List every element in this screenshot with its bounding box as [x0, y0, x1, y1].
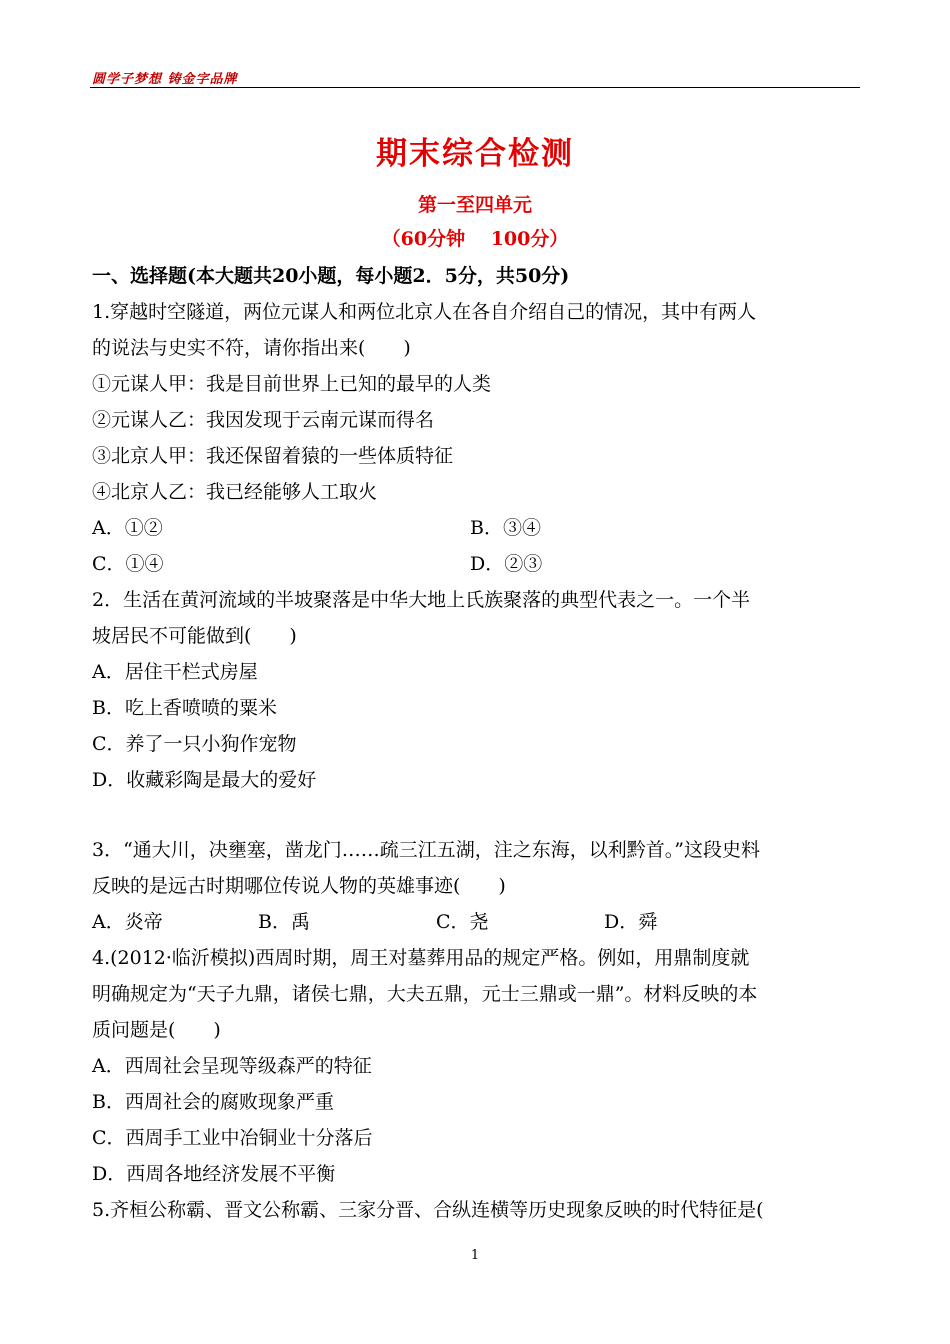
question-5: [92, 1192, 862, 1228]
statement: ②元谋人乙：我因发现于云南元谋而得名: [92, 409, 435, 431]
option-c: C．西周手工业中冶铜业十分落后: [92, 1127, 373, 1149]
question-stem: 3．“通大川，决壅塞，凿龙门……疏三江五湖，注之东海，以利黔首。”这段史料: [92, 839, 761, 861]
option-c: C．①④: [92, 553, 164, 575]
time-score: （60分钟 100分）: [381, 228, 569, 250]
option-a: A．炎帝: [92, 911, 163, 933]
statement: ③北京人甲：我还保留着猿的一些体质特征: [92, 445, 454, 467]
option-a: A．西周社会呈现等级森严的特征: [92, 1055, 372, 1077]
option-c: C．尧: [436, 911, 489, 933]
question-stem: 明确规定为“天子九鼎，诸侯七鼎，大夫五鼎，元士三鼎或一鼎”。材料反映的本: [92, 983, 758, 1005]
statement: ④北京人乙：我已经能够人工取火: [92, 481, 378, 503]
option-d: D．②③: [470, 553, 543, 575]
question-stem: 反映的是远古时期哪位传说人物的英雄事迹( ): [92, 875, 506, 897]
option-b: B．西周社会的腐败现象严重: [92, 1091, 334, 1113]
question-stem: 5.齐桓公称霸、晋文公称霸、三家分晋、合纵连横等历史现象反映的时代特征是(: [92, 1199, 764, 1221]
question-stem: 4.(2012·临沂模拟)西周时期，周王对墓葬用品的规定严格。例如，用鼎制度就: [92, 947, 750, 969]
statement: ①元谋人甲：我是目前世界上已知的最早的人类: [92, 373, 492, 395]
option-a: A．①②: [92, 517, 163, 539]
exam-content: [92, 258, 862, 1228]
header-slogan: 圆学子梦想 铸金字品牌: [92, 72, 238, 87]
question-stem: 质问题是( ): [92, 1019, 221, 1041]
section-heading: 一、选择题(本大题共20小题，每小题2．5分，共50分): [92, 265, 570, 287]
question-3: [92, 832, 862, 940]
option-b: B．③④: [470, 517, 541, 539]
question-stem: 坡居民不可能做到( ): [92, 625, 297, 647]
question-2: [92, 582, 862, 798]
option-b: B．禹: [258, 911, 310, 933]
option-d: D．舜: [604, 911, 658, 933]
option-b: B．吃上香喷喷的粟米: [92, 697, 277, 719]
options-row: [92, 546, 862, 582]
question-4: [92, 940, 862, 1192]
question-stem: 的说法与史实不符，请你指出来( ): [92, 337, 411, 359]
page-number: 1: [470, 1248, 480, 1263]
options-row: [92, 904, 862, 940]
question-stem: 1.穿越时空隧道，两位元谋人和两位北京人在各自介绍自己的情况，其中有两人: [92, 301, 757, 323]
options-row: [92, 510, 862, 546]
option-c: C．养了一只小狗作宠物: [92, 733, 297, 755]
page-title: 期末综合检测: [376, 136, 574, 172]
option-a: A．居住干栏式房屋: [92, 661, 258, 683]
question-stem: 2．生活在黄河流域的半坡聚落是中华大地上氏族聚落的典型代表之一。一个半: [92, 589, 751, 611]
header-rule: [90, 87, 860, 88]
question-1: [92, 294, 862, 582]
option-d: D．收藏彩陶是最大的爱好: [92, 769, 317, 791]
spacer: [92, 798, 862, 832]
page-subtitle: 第一至四单元: [417, 194, 532, 216]
option-d: D．西周各地经济发展不平衡: [92, 1163, 336, 1185]
